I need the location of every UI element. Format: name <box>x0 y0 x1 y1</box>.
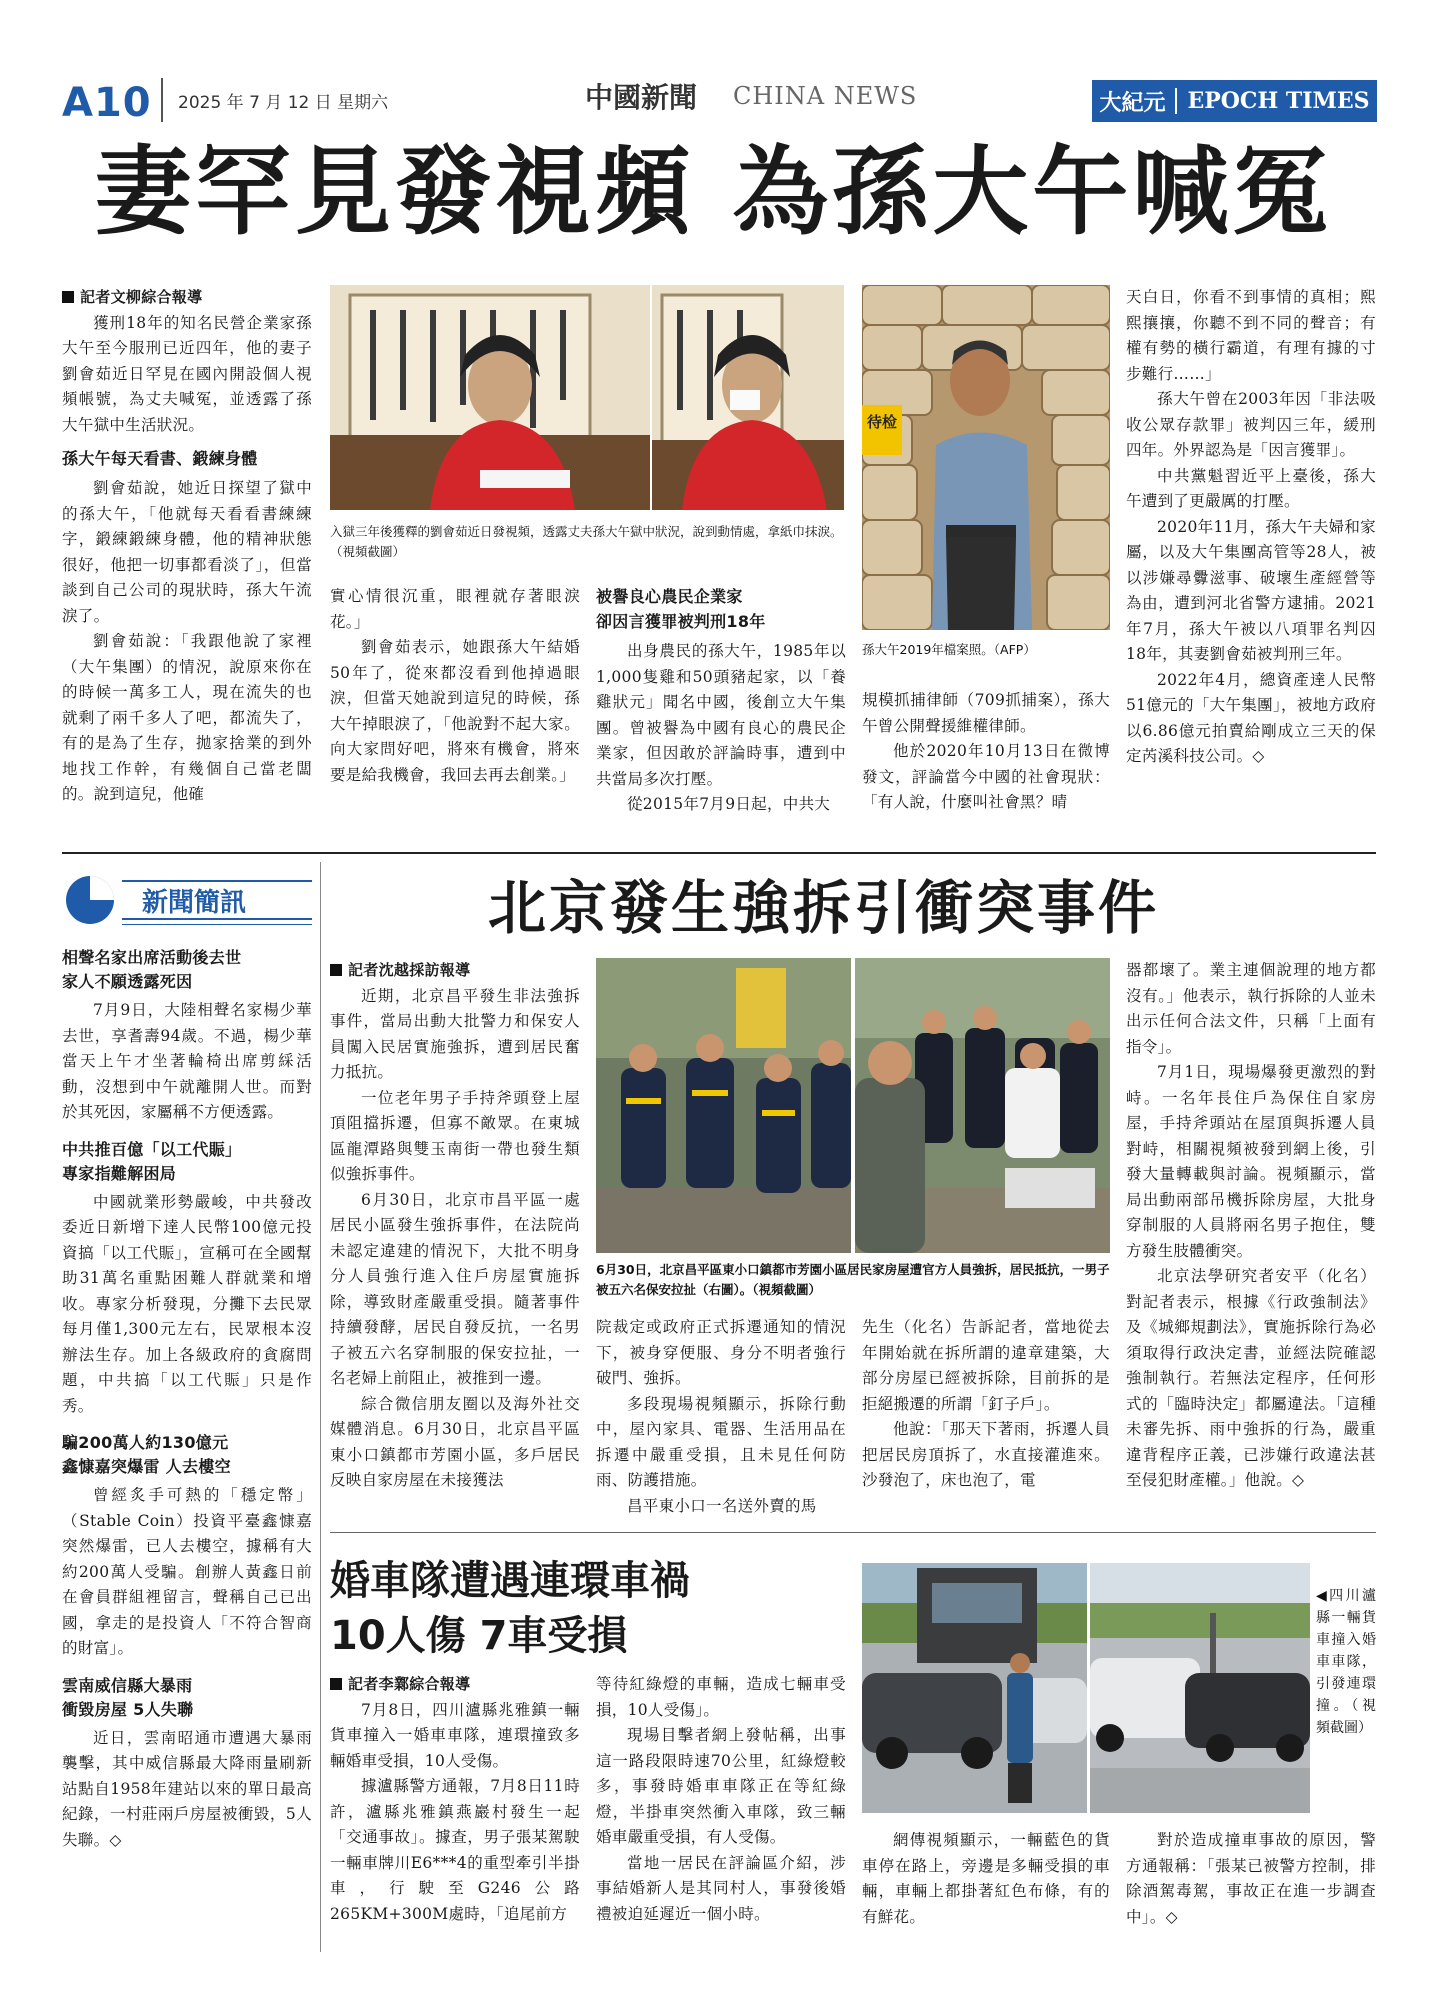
lead-column-4 <box>862 688 1110 840</box>
beijing-headline: 北京發生強拆引衝突事件 <box>488 874 1160 942</box>
wedding-headline-line2: 10人傷 7車受損 <box>330 1613 628 1659</box>
brief-body: 近日，雲南昭通市遭遇大暴雨襲擊，其中威信縣最大降雨量刷新站點自1958年建站以來的單日最高紀錄，一村莊兩戶房屋被衝毀，5人失聯。◇ <box>62 1728 312 1849</box>
lead-paragraph: 規模抓捕律師（709抓捕案），孫大午曾公開聲援維權律師。 <box>862 691 1110 735</box>
lead-paragraph: 他於2020年10月13日在微博發文，評論當今中國的社會現狀：「有人說，什麼叫社會黑？晴 <box>862 742 1110 811</box>
beijing-paragraph: 北京法學研究者安平（化名）對記者表示，根據《行政強制法》及《城鄉規劃法》，實施拆除行為必須取得行政決定書，並經法院確認強制執行。若無法定程序，任何形式的「臨時決定」都屬違法。「這種未審先拆、雨中強拆的行為，嚴重違背程序正義，已涉嫌行政違法甚至侵犯財產權。」他說。◇ <box>1126 1267 1376 1489</box>
lead-paragraph: 從2015年7月9日起，中共大 <box>627 795 831 813</box>
beijing-photo-caption: 6月30日，北京昌平區東小口鎮都市芳園小區居民家房屋遭官方人員強拆，居民抵抗，一男子被五六名保安拉扯（右圖）。（視頻截圖） <box>596 1262 1110 1297</box>
lead-column-1 <box>62 285 312 840</box>
section-divider <box>330 1532 1376 1533</box>
beijing-paragraph: 器都壞了。業主連個說理的地方都沒有。」他表示，執行拆除的人並未出示任何合法文件，只稱「上面有指令」。 <box>1126 961 1376 1056</box>
brand-name-en: EPOCH TIMES <box>1187 88 1370 114</box>
lead-paragraph: 2020年11月，孫大午夫婦和家屬，以及大午集團高管等28人，被以涉嫌尋釁滋事、破壞生產經營等為由，遭到河北省警方逮捕。2021年7月，孫大午被以八項罪名判囚18年，其妻劉會茹被判刑三年。 <box>1126 517 1376 663</box>
lead-column-2 <box>330 584 580 839</box>
brand-logo <box>1092 80 1377 122</box>
lead-paragraph: 出身農民的孫大午，1985年以1,000隻雞和50頭豬起家，以「養雞狀元」聞名中國，後創立大午集團。曾被譽為中國有良心的農民企業家，但因敢於評論時事，遭到中共當局多次打壓。 <box>596 642 846 788</box>
beijing-paragraph: 昌平東小口一名送外賣的馬 <box>627 1496 817 1515</box>
beijing-column-4 <box>1126 958 1376 1520</box>
brand-name-cn: 大紀元 <box>1099 90 1166 116</box>
section-title-cn: 中國新聞 <box>585 81 698 114</box>
lead-paragraph: 劉會茹表示，她跟孫大午結婚50年了，從來都沒看到他掉過眼淚，但當天她說到這兒的時候，孫大午掉眼淚了，「他說對不起大家。向大家問好吧，將來有機會，將來要是給我機會，我回去再去創業。」 <box>330 638 580 784</box>
wedding-headline-line1: 婚車隊遭遇連環車禍 <box>330 1558 690 1604</box>
brief-title: 相聲名家出席活動後去世 家人不願透露死因 <box>62 948 242 991</box>
wedding-paragraph: 對於造成撞車事故的原因，警方通報稱：「張某已被警方控制，排除酒駕毒駕，事故正在進一步調查中」。◇ <box>1126 1831 1376 1926</box>
beijing-paragraph: 綜合微信朋友圈以及海外社交媒體消息。6月30日，北京昌平區東小口鎮都市芳園小區，多戶居民反映自家房屋在未接獲法 <box>330 1394 580 1489</box>
beijing-paragraph: 近期，北京昌平發生非法強拆事件，當局出動大批警力和保安人員闖入民居實施強拆，遭到居民奮力抵抗。 <box>330 986 580 1081</box>
brief-body: 7月9日，大陸相聲名家楊少華去世，享耆壽94歲。不過，楊少華當天上午才坐著輪椅出席剪綵活動，沒想到中午就離開人世。而對於其死因，家屬稱不方便透露。 <box>62 1001 312 1121</box>
page-number: A10 <box>62 80 152 126</box>
lead-column-5 <box>1126 285 1376 840</box>
wedding-paragraph: 據瀘縣警方通報，7月8日11時許，瀘縣兆雅鎮燕巖村發生一起「交通事故」。據查，男子張某駕駛一輛車牌川E6***4的重型牽引半掛車，行駛至G246公路265KM+300M處時，「追尾前方 <box>330 1777 580 1923</box>
brief-title: 騙200萬人約130億元 鑫慷嘉突爆雷 人去樓空 <box>62 1433 231 1476</box>
briefs-label: 新聞簡訊 <box>142 888 247 918</box>
beijing-paragraph: 院裁定或政府正式拆遷通知的情況下，被身穿便服、身分不明者強行破門、強拆。 <box>596 1318 846 1387</box>
wedding-byline: 記者李鄴綜合報導 <box>330 1672 580 1698</box>
brief-body: 中國就業形勢嚴峻，中共發改委近日新增下達人民幣100億元投資搞「以工代賑」，宣稱可在全國幫助31萬名重點困難人群就業和增收。專家分析發現，分攤下去民眾每月僅1,300元左右，民眾根本沒辦法生存。加上各級政府的貪腐問題，中共搞「以工代賑」只是作秀。 <box>62 1192 312 1415</box>
lead-subhead: 孫大午每天看書、鍛練身體 <box>62 449 258 468</box>
wedding-column-1 <box>330 1672 580 1944</box>
wedding-paragraph: 當地一居民在評論區介紹，涉事結婚新人是其同村人，事發後婚禮被迫延遲近一個小時。 <box>596 1853 846 1923</box>
lead-paragraph: 天白日，你看不到事情的真相；熙熙攘攘，你聽不到不同的聲音；有權有勢的橫行霸道，有理有據的寸步難行……」 <box>1126 288 1376 383</box>
beijing-column-1 <box>330 958 580 1518</box>
briefs-label-box <box>62 872 312 928</box>
beijing-byline: 記者沈越採訪報導 <box>330 958 580 984</box>
beijing-paragraph: 多段現場視頻顯示，拆除行動中，屋內家具、電器、生活用品在拆遷中嚴重受損，且未見任何防雨、防護措施。 <box>596 1394 846 1489</box>
lead-column-3 <box>596 584 846 839</box>
wife-video-still-right <box>652 285 844 510</box>
beijing-paragraph: 先生（化名）告訴記者，當地從去年開始就在拆所謂的違章建築，大部分房屋已經被拆除，目前拆的是拒絕搬遷的所謂「釘子戶」。 <box>862 1318 1110 1413</box>
briefs-vertical-rule <box>320 862 321 1952</box>
crash-photo-caption: ◀四川瀘縣一輛貨車撞入婚車車隊，引發連環撞。（視頻截圖） <box>1316 1588 1376 1736</box>
wife-photo-caption: 入獄三年後獲釋的劉會茹近日發視頻，透露丈夫孫大午獄中狀況，說到動情處，拿紙巾抹淚。（視頻截圖） <box>330 524 843 559</box>
wedding-column-2 <box>596 1672 846 1944</box>
header-divider <box>161 78 163 122</box>
lead-paragraph: 孫大午曾在2003年因「非法吸收公眾存款罪」被判囚三年，緩刑四年。外界認為是「因言獲罪」。 <box>1126 390 1376 459</box>
wedding-paragraph: 網傳視頻顯示，一輛藍色的貨車停在路上，旁邊是多輛受損的車輛，車輛上都掛著紅色布條，有的有鮮花。 <box>862 1831 1110 1926</box>
wife-video-still-left <box>330 285 650 510</box>
section-divider <box>62 852 1376 854</box>
beijing-paragraph: 一位老年男子手持斧頭登上屋頂阻擋拆遷，但寡不敵眾。在東城區龍潭路與雙玉南街一帶也發生類似強拆事件。 <box>330 1088 580 1183</box>
crash-photo-left <box>862 1563 1087 1813</box>
brief-body: 曾經炙手可熱的「穩定幣」（Stable Coin）投資平臺鑫慷嘉突然爆雷，已人去樓空，據稱有大約200萬人受騙。創辦人黃鑫日前在會員群組裡留言，聲稱自己已出國，拿走的是投資人「不符合智商的財富」。 <box>62 1486 312 1657</box>
lead-subhead: 被譽良心農民企業家 卻因言獲罪被判刑18年 <box>596 587 766 631</box>
lead-paragraph: 中共黨魁習近平上臺後，孫大午遭到了更嚴厲的打壓。 <box>1126 466 1376 510</box>
wedding-paragraph: 等待紅綠燈的車輛，造成七輛車受損，10人受傷」。 <box>596 1675 846 1719</box>
demolition-photo-left <box>596 958 851 1253</box>
lead-byline: 記者文柳綜合報導 <box>62 285 312 311</box>
beijing-paragraph: 他說：「那天下著雨，拆遷人員把居民房頂拆了，水直接灌進來。沙發泡了，床也泡了，電 <box>862 1420 1110 1489</box>
lead-headline: 妻罕見發視頻 為孫大午喊冤 <box>95 135 1333 248</box>
crash-photo-right <box>1090 1563 1310 1813</box>
lead-paragraph: 2022年4月，總資產達人民幣51億元的「大午集團」，被地方政府以6.86億元拍賣給剛成立三天的保定芮溪科技公司。◇ <box>1126 670 1376 765</box>
beijing-paragraph: 6月30日，北京市昌平區一處居民小區發生強拆事件，在法院尚未認定違建的情況下，大批不明身分人員強行進入住戶房屋實施拆除，導致財產嚴重受損。隨著事件持續發酵，居民自發反抗，一名男子被五六名穿制服的保安拉扯，一名老婦上前阻止，被推到一邊。 <box>330 1190 580 1387</box>
beijing-column-3 <box>862 1315 1110 1520</box>
brief-title: 中共推百億「以工代賑」 專家指難解困局 <box>62 1139 242 1183</box>
wedding-paragraph: 現場目擊者網上發帖稱，出事這一路段限時速70公里，紅綠燈較多，事發時婚車車隊正在等紅綠燈，半掛車突然衝入車隊，致三輛婚車嚴重受損，有人受傷。 <box>596 1726 846 1846</box>
brief-title: 雲南威信縣大暴雨 衝毀房屋 5人失聯 <box>62 1675 194 1719</box>
wedding-paragraph: 7月8日，四川瀘縣兆雅鎮一輛貨車撞入一婚車車隊，連環撞致多輛婚車受損，10人受傷。 <box>330 1700 580 1770</box>
wedding-column-3 <box>862 1828 1110 1944</box>
lead-paragraph: 劉會茹說，她近日探望了獄中的孫大午，「他就每天看看書練練字，鍛練鍛練身體，他的精神狀態很好，他把一切事都看淡了」，但當談到自己公司的現狀時，孫大午流淚了。 <box>62 479 312 625</box>
sun-dawu-caption: 孫大午2019年檔案照。（AFP） <box>862 642 1036 657</box>
warehouse-sign: 待检 <box>866 413 897 431</box>
demolition-photo-right <box>855 958 1110 1253</box>
briefs-column <box>62 946 312 1946</box>
page-date: 2025 年 7 月 12 日 星期六 <box>178 93 389 113</box>
section-title-en: CHINA NEWS <box>733 82 918 110</box>
wedding-column-4 <box>1126 1828 1376 1944</box>
beijing-column-2 <box>596 1315 846 1520</box>
beijing-paragraph: 7月1日，現場爆發更激烈的對峙。一名年長住戶為保住自家房屋，手持斧頭站在屋頂與拆遷人員對峙，相關視頻被發到網上後，引發大量轉載與討論。視頻顯示，當局出動兩部吊機拆除房屋，大批身穿制服的人員將兩名男子抱住，雙方發生肢體衝突。 <box>1126 1063 1376 1260</box>
lead-paragraph: 劉會茹說：「我跟他說了家裡（大午集團）的情況，說原來你在的時候一萬多工人，現在流失的也就剩了兩千多人了吧，都流失了，有的是為了生存，拋家捨業的到外地找工作幹，有幾個自己當老闆的。說到這兒，他確 <box>62 632 312 803</box>
sun-dawu-photo <box>862 285 1110 630</box>
lead-paragraph: 實心情很沉重，眼裡就存著眼淚花。」 <box>330 587 580 631</box>
lead-paragraph: 獲刑18年的知名民營企業家孫大午至今服刑已近四年，他的妻子劉會茹近日罕見在國內開設個人視頻帳號，為丈夫喊冤，並透露了孫大午獄中生活狀況。 <box>62 313 312 434</box>
